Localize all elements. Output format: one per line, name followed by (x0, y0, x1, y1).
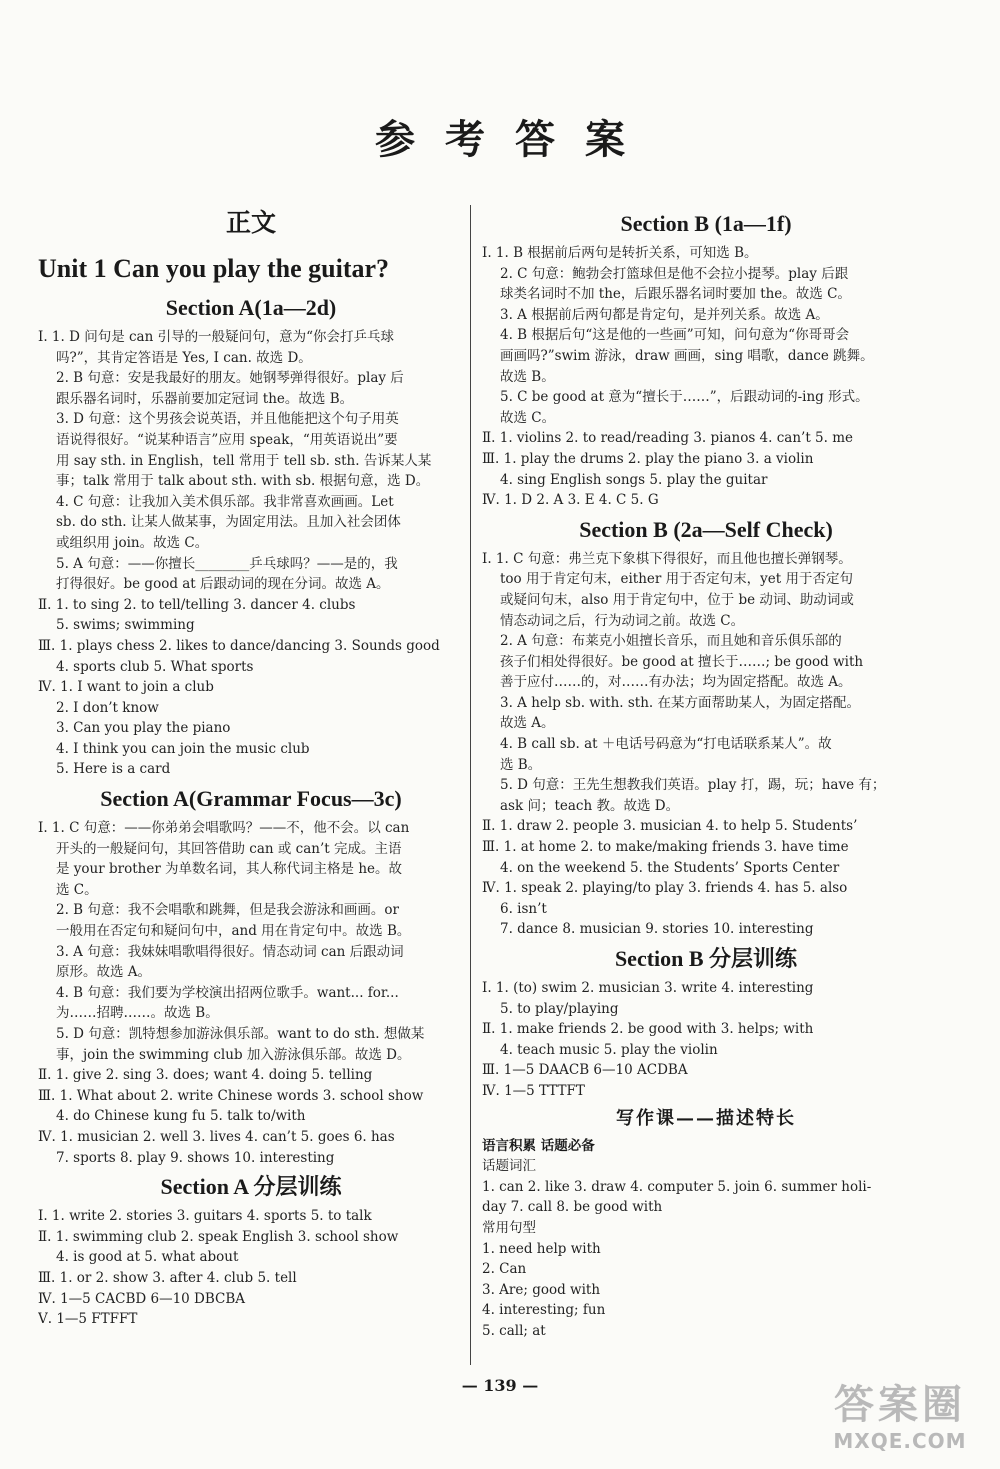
watermark-top: 答案圈 (834, 1382, 966, 1428)
answer-line: Ⅱ. 1. to sing 2. to tell/telling 3. dancer 4. clubs (38, 596, 356, 613)
answer-line: 4. do Chinese kung fu 5. talk to/with (56, 1108, 306, 1125)
answer-line: 2. C 句意：鲍勃会打篮球但是他不会拉小提琴。play 后跟 (500, 265, 849, 282)
section-title: Section A(1a—2d) (165, 295, 337, 320)
answer-line: Ⅲ. 1. What about 2. write Chinese words 3. school show (38, 1087, 424, 1104)
answer-line: Ⅰ. 1. B 根据前后两句是转折关系，可知选 B。 (482, 245, 758, 261)
watermark-logo (810, 1381, 990, 1461)
answer-line: Ⅳ. 1. speak 2. playing/to play 3. friends 4. has 5. also (482, 880, 848, 897)
vocab-list (482, 1177, 930, 1218)
main-heading: 正文 (225, 208, 276, 237)
answer-line: Ⅳ. 1—5 CACBD 6—10 DBCBA (38, 1290, 246, 1307)
answer-line: Ⅲ. 1. or 2. show 3. after 4. club 5. tell (38, 1269, 297, 1286)
answer-line: 4. B 根据后句“这是他的一些画”可知，问句意为“你哥哥会 (500, 327, 850, 344)
answer-line: 3. A 根据前后两句都是肯定句，是并列关系。故选 A。 (500, 306, 829, 323)
answer-block (38, 327, 464, 780)
answer-line: Ⅱ. 1. violins 2. to read/reading 3. pianos 4. can’t 5. me (482, 430, 853, 447)
answer-line: 或组织用 join。故选 C。 (56, 534, 209, 551)
answer-line: 选 C。 (56, 881, 98, 898)
answer-line: Ⅴ. 1—5 FTFFT (38, 1311, 138, 1328)
answer-line: 6. isn’t (500, 900, 547, 917)
list-line: 4. interesting; fun (482, 1302, 606, 1319)
answer-line: 4. B 句意：我们要为学校演出招两位歌手。want... for... (56, 984, 399, 1001)
vocab-label: 话题词汇 (482, 1158, 536, 1175)
answer-line: 吗?”，其肯定答语是 Yes, I can. 故选 D。 (56, 349, 312, 366)
answer-line: 5. swims; swimming (56, 617, 195, 634)
answer-line: 4. sing English songs 5. play the guitar (500, 471, 768, 488)
answer-line: 7. dance 8. musician 9. stories 10. interesting (500, 921, 814, 938)
column-divider (470, 205, 471, 1365)
answer-line: 4. C 句意：让我加入美术俱乐部。我非常喜欢画画。Let (56, 493, 394, 510)
answer-line: Ⅲ. 1—5 DAACB 6—10 ACDBA (482, 1062, 688, 1079)
answer-line: 故选 A。 (500, 715, 555, 732)
answer-line: Ⅰ. 1. C 句意：——你弟弟会唱歌吗？——不，他不会。以 can (38, 820, 410, 837)
answer-line: Ⅰ. 1. write 2. stories 3. guitars 4. sports 5. to talk (38, 1208, 372, 1225)
answer-line: Ⅲ. 1. plays chess 2. likes to dance/dancing 3. Sounds good (38, 637, 440, 654)
answer-line: 3. A 句意：我妹妹唱歌唱得很好。情态动词 can 后跟动词 (56, 943, 404, 960)
answer-line: 孩子们相处得很好。be good at 擅长于……; be good with (500, 653, 864, 670)
answer-line: 2. A 句意：布莱克小姐擅长音乐，而且她和音乐俱乐部的 (500, 633, 842, 650)
unit-title: Unit 1 Can you play the guitar? (38, 254, 390, 283)
answer-line: 7. sports 8. play 9. shows 10. interesting (56, 1149, 335, 1166)
answer-line: 5. to play/playing (500, 1000, 619, 1017)
answer-line: 4. B call sb. at ＋电话号码意为“打电话联系某人”。故 (500, 736, 832, 753)
section-title: Section B (1a—1f) (620, 211, 792, 236)
answer-block (38, 1206, 464, 1330)
answer-line: 语说得很好。“说某种语言”应用 speak，“用英语说出”要 (56, 431, 398, 448)
watermark-bottom: MXQE.COM (833, 1429, 967, 1453)
answer-line: 事，join the swimming club 加入游泳俱乐部。故选 D。 (56, 1046, 411, 1063)
answer-line: 画画吗?”swim 游泳，draw 画画，sing 唱歌，dance 跳舞。 (500, 347, 874, 364)
answer-line: 2. I don’t know (56, 699, 159, 716)
answer-line: 开头的一般疑问句，其回答借助 can 或 can’t 完成。主语 (56, 840, 402, 857)
sentence-list (482, 1239, 930, 1342)
answer-line: 故选 B。 (500, 368, 555, 385)
list-line: 3. Are; good with (482, 1281, 601, 1298)
writing-label: 语言积累 话题必备 (482, 1137, 595, 1154)
answer-line: Ⅰ. 1. C 句意：弗兰克下象棋下得很好，而且他也擅长弹钢琴。 (482, 550, 852, 567)
list-line: day 7. call 8. be good with (482, 1199, 663, 1216)
list-line: 1. need help with (482, 1240, 601, 1257)
answer-line: 是 your brother 为单数名词，其人称代词主格是 he。故 (56, 861, 403, 878)
writing-title: 写作课——描述特长 (616, 1107, 796, 1129)
answer-line: Ⅲ. 1. at home 2. to make/making friends 3. have time (482, 839, 849, 856)
answer-line: Ⅱ. 1. make friends 2. be good with 3. helps; with (482, 1021, 814, 1038)
answer-line: 3. Can you play the piano (56, 720, 231, 737)
page-number: — 139 — (461, 1376, 539, 1395)
answer-line: 为……招聘……。故选 B。 (56, 1005, 219, 1022)
answer-line: Ⅰ. 1. D 问句是 can 引导的一般疑问句，意为“你会打乒乓球 (38, 329, 394, 345)
answer-line: 5. Here is a card (56, 761, 171, 778)
answer-block (482, 549, 930, 940)
answer-line: 4. I think you can join the music club (56, 740, 310, 757)
sentence-label: 常用句型 (482, 1219, 536, 1236)
answer-line: Ⅳ. 1—5 TTTFT (482, 1082, 585, 1099)
answer-line: 2. B 句意：我不会唱歌和跳舞，但是我会游泳和画画。or (56, 902, 399, 919)
answer-block (482, 978, 930, 1102)
page-title: 参考答案 (375, 116, 655, 163)
answer-line: Ⅲ. 1. play the drums 2. play the piano 3. a violin (482, 450, 814, 467)
answer-line: 或疑问句末，also 用于肯定句中，位于 be 动词、助动词或 (500, 591, 854, 608)
answer-line: Ⅳ. 1. I want to join a club (38, 679, 214, 696)
answer-line: 故选 C。 (500, 409, 556, 426)
left-column (38, 205, 464, 1330)
answer-line: 4. on the weekend 5. the Students’ Sports Center (500, 859, 840, 876)
answer-line: 用 say sth. in English，tell 常用于 tell sb. sth. 告诉某人某 (56, 452, 432, 469)
answer-line: 善于应付……的，对……有办法；均为固定搭配。故选 A。 (500, 674, 852, 691)
answer-line: 3. D 句意：这个男孩会说英语，并且他能把这个句子用英 (56, 411, 399, 428)
answer-line: 打得很好。be good at 后跟动词的现在分词。故选 A。 (56, 576, 390, 593)
list-line: 5. call; at (482, 1322, 546, 1339)
answer-line: 情态动词之后，行为动词之前。故选 C。 (500, 612, 745, 629)
answer-line: 跟乐器名词时，乐器前要加定冠词 the。故选 B。 (56, 390, 354, 407)
answer-line: Ⅳ. 1. musician 2. well 3. lives 4. can’t 5. goes 6. has (38, 1128, 395, 1145)
answer-line: Ⅰ. 1. (to) swim 2. musician 3. write 4. interesting (482, 980, 814, 996)
answer-line: Ⅱ. 1. give 2. sing 3. does; want 4. doing 5. telling (38, 1067, 373, 1084)
list-line: 2. Can (482, 1261, 527, 1278)
answer-block (482, 243, 930, 511)
answer-line: 球类名词时不加 the，后跟乐器名词时要加 the。故选 C。 (500, 286, 851, 303)
answer-block (38, 818, 464, 1168)
answer-line: Ⅳ. 1. D 2. A 3. E 4. C 5. G (482, 492, 659, 509)
answer-line: 4. is good at 5. what about (56, 1249, 239, 1266)
answer-line: 2. B 句意：安是我最好的朋友。她钢琴弹得很好。play 后 (56, 370, 404, 387)
answer-line: 事；talk 常用于 talk about sth. with sb. 根据句意，选 D。 (56, 473, 430, 490)
answer-line: 5. C be good at 意为“擅长于……”，后跟动词的-ing 形式。 (500, 389, 869, 406)
answer-line: 一般用在否定句和疑问句中，and 用在肯定句中。故选 B。 (56, 923, 411, 940)
answer-line: 5. A 句意：——你擅长________乒乓球吗？——是的，我 (56, 555, 398, 572)
answer-line: 5. D 句意：王先生想教我们英语。play 打，踢，玩；have 有； (500, 777, 886, 794)
answer-line: too 用于肯定句末，either 用于否定句末，yet 用于否定句 (500, 571, 853, 588)
section-title: Section B (2a—Self Check) (579, 516, 833, 542)
section-title: Section A 分层训练 (160, 1174, 342, 1200)
answer-line: 4. teach music 5. play the violin (500, 1041, 718, 1058)
answer-line: 3. A help sb. with. sth. 在某方面帮助某人，为固定搭配。 (500, 694, 861, 711)
section-title: Section B 分层训练 (614, 946, 798, 971)
answer-line: 原形。故选 A。 (56, 964, 152, 981)
list-line: 1. can 2. like 3. draw 4. computer 5. join 6. summer holi- (482, 1178, 872, 1195)
section-title: Section A(Grammar Focus—3c) (100, 786, 402, 812)
answer-line: sb. do sth. 让某人做某事，为固定用法。且加入社会团体 (56, 514, 401, 531)
answer-line: 5. D 句意：凯特想参加游泳俱乐部。want to do sth. 想做某 (56, 1026, 425, 1042)
answer-line: 选 B。 (500, 756, 542, 773)
answer-line: Ⅱ. 1. swimming club 2. speak English 3. school show (38, 1228, 399, 1245)
right-column (482, 205, 930, 1342)
answer-line: 4. sports club 5. What sports (56, 658, 254, 675)
answer-line: ask 问；teach 教。故选 D。 (500, 797, 680, 814)
answer-line: Ⅱ. 1. draw 2. people 3. musician 4. to help 5. Students’ (482, 818, 858, 835)
